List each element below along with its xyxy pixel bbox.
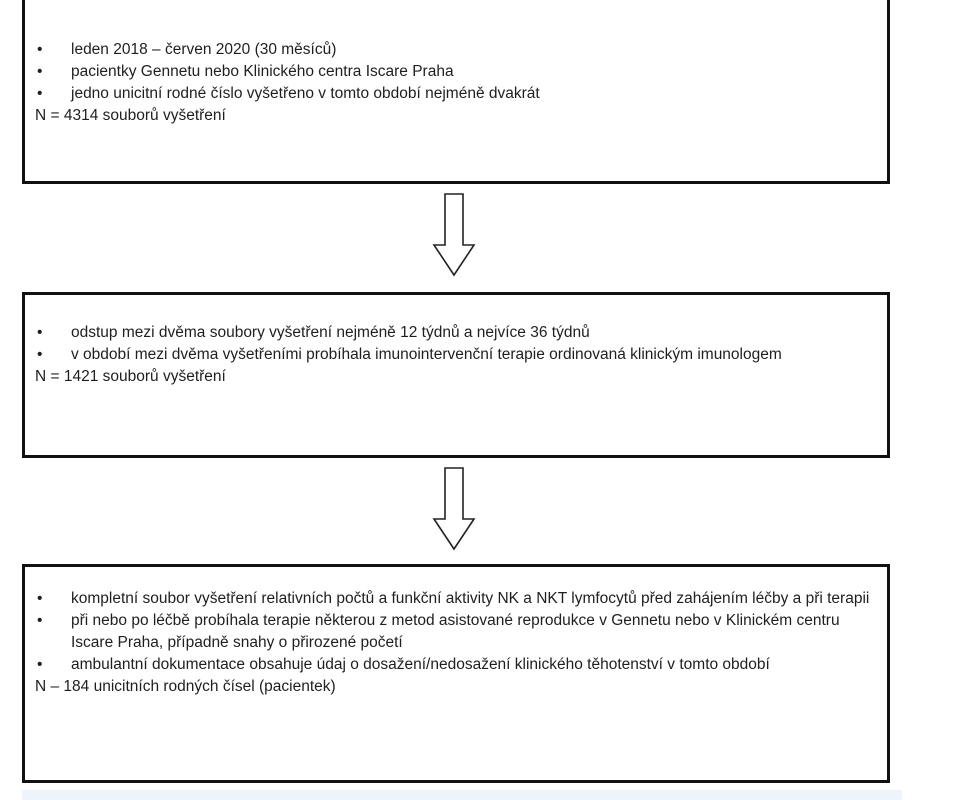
bottom-band — [22, 790, 902, 800]
sample-count: N – 184 unicitních rodných čísel (pacientek) — [35, 678, 336, 695]
step-2-criteria-list — [35, 322, 877, 366]
bullet-icon: • — [37, 85, 43, 102]
list-item — [35, 83, 877, 105]
down-arrow-icon — [432, 467, 476, 551]
list-item — [35, 610, 877, 654]
criterion-text: v období mezi dvěma vyšetřeními probíhala imunointervenční terapie ordinovaná klinickým imunologem — [71, 346, 782, 363]
bullet-icon: • — [37, 612, 43, 629]
list-item — [35, 344, 877, 366]
list-item — [35, 61, 877, 83]
step-box-1 — [22, 0, 890, 184]
bullet-icon: • — [37, 346, 43, 363]
sample-count: N = 4314 souborů vyšetření — [35, 107, 226, 124]
bullet-icon: • — [37, 324, 43, 341]
step-box-2 — [22, 292, 890, 458]
step-box-3 — [22, 564, 890, 783]
step-2-content — [35, 322, 877, 388]
bullet-icon: • — [37, 590, 43, 607]
criterion-text: jedno unicitní rodné číslo vyšetřeno v tomto období nejméně dvakrát — [71, 85, 540, 102]
step-1-criteria-list — [35, 39, 877, 105]
list-item — [35, 39, 877, 61]
step-3-content — [35, 588, 877, 698]
criterion-text: odstup mezi dvěma soubory vyšetření nejméně 12 týdnů a nejvíce 36 týdnů — [71, 324, 590, 341]
list-item — [35, 588, 877, 610]
bullet-icon: • — [37, 656, 43, 673]
criterion-text: ambulantní dokumentace obsahuje údaj o dosažení/nedosažení klinického těhotenství v tomto období — [71, 656, 770, 673]
criterion-text: pacientky Gennetu nebo Klinického centra Iscare Praha — [71, 63, 454, 80]
criterion-text: kompletní soubor vyšetření relativních počtů a funkční aktivity NK a NKT lymfocytů před zahájením léčby a při terapii — [71, 590, 870, 607]
list-item — [35, 322, 877, 344]
list-item — [35, 654, 877, 676]
sample-count: N = 1421 souborů vyšetření — [35, 368, 226, 385]
down-arrow-icon — [432, 193, 476, 277]
step-1-content — [35, 39, 877, 127]
criterion-text: leden 2018 – červen 2020 (30 měsíců) — [71, 41, 337, 58]
step-3-criteria-list — [35, 588, 877, 676]
bullet-icon: • — [37, 41, 43, 58]
bullet-icon: • — [37, 63, 43, 80]
criterion-text: při nebo po léčbě probíhala terapie některou z metod asistované reprodukce v Gennetu nebo v Klinickém centru Iscare Praha, případně snahy o přirozené početí — [71, 612, 840, 651]
